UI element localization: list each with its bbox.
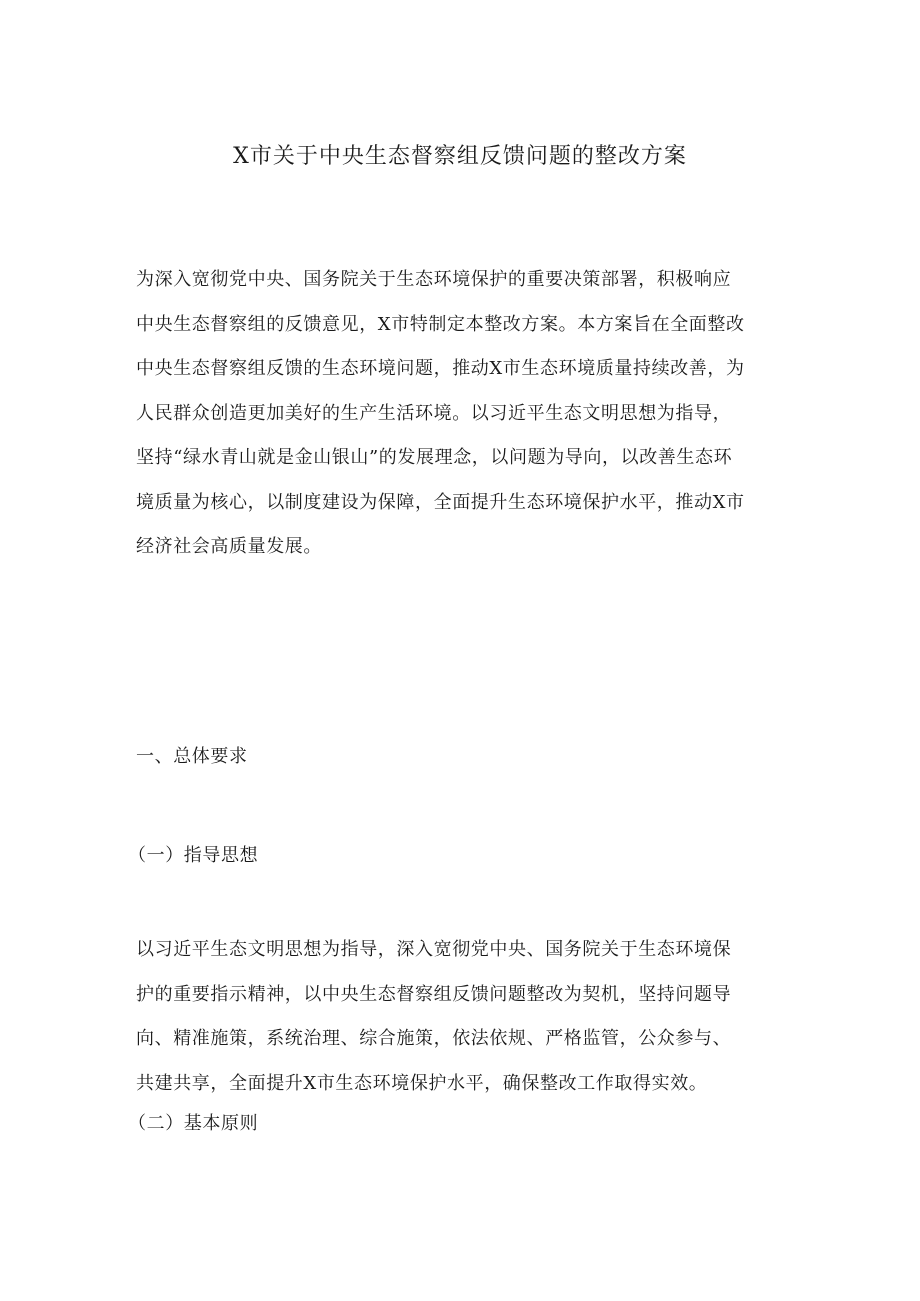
guiding-line: 护的重要指示精神，以中央生态督察组反馈问题整改为契机，坚持问题导 [136,983,732,1005]
intro-line: 坚持“绿水青山就是金山银山”的发展理念，以问题为导向，以改善生态环 [136,447,733,468]
intro-line: 境质量为核心，以制度建设为保障，全面提升生态环境保护水平，推动X市 [136,491,745,513]
section-heading-overall-requirements: 一、总体要求 [136,746,248,767]
intro-line: 经济社会高质量发展。 [136,536,322,557]
guiding-line: 共建共享，全面提升X市生态环境保护水平，确保整改工作取得实效。 [136,1072,708,1094]
subsection-heading-basic-principles: （二）基本原则 [128,1113,259,1134]
guiding-line: 以习近平生态文明思想为指导，深入宽彻党中央、国务院关于生态环境保 [136,939,732,960]
intro-line: 中央生态督察组的反馈意见，X市特制定本整改方案。本方案旨在全面整改 [136,313,745,335]
intro-line: 为深入宽彻党中央、国务院关于生态环境保护的重要决策部署，积极响应 [136,269,732,290]
document-title: X市关于中央生态督察组反馈问题的整改方案 [233,144,687,169]
intro-paragraph [136,258,796,570]
intro-line: 人民群众创造更加美好的生产生活环境。以习近平生态文明思想为指导， [136,402,732,424]
subsection-heading-guiding-ideology: （一）指导思想 [128,845,259,866]
intro-line: 中央生态督察组反馈的生态环境问题，推动X市生态环境质量持续改善，为 [136,358,745,379]
guiding-line: 向、精准施策，系统治理、综合施策，依法依规、严格监管，公众参与、 [136,1028,732,1049]
guiding-paragraph [136,928,796,1106]
